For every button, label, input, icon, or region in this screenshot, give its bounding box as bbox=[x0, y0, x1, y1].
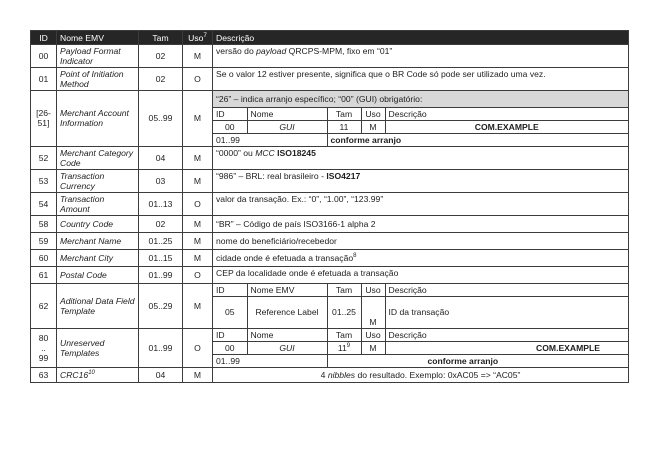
row-id: 54 bbox=[31, 192, 57, 215]
row-tam: 01..99 bbox=[139, 266, 183, 283]
row-uso: M bbox=[183, 91, 213, 147]
desc-part: QRCPS-MPM, fixo em “01” bbox=[286, 46, 393, 56]
row-tam: 01..13 bbox=[139, 192, 183, 215]
header-uso-label: Uso bbox=[188, 32, 204, 43]
footnote-mark: 8 bbox=[353, 252, 357, 259]
row-name: Point of Initiation Method bbox=[57, 68, 139, 91]
nested-header-uso: Uso bbox=[361, 284, 385, 297]
nested-id: 00 bbox=[213, 120, 247, 133]
row-tam: 05..99 bbox=[139, 91, 183, 147]
table-row bbox=[31, 266, 629, 283]
row-id: 58 bbox=[31, 215, 57, 232]
nested-row bbox=[213, 120, 628, 133]
nested-header-name: Nome bbox=[247, 329, 327, 342]
desc-italic: payload bbox=[256, 46, 287, 56]
nested-tam: 11 bbox=[327, 120, 361, 133]
desc-bold: ISO18245 bbox=[274, 147, 316, 158]
row-name: Merchant Account Information bbox=[57, 91, 139, 147]
table-row bbox=[31, 283, 629, 329]
row-desc bbox=[213, 249, 629, 266]
row-tam: 01..25 bbox=[139, 232, 183, 249]
row-tam: 04 bbox=[139, 146, 183, 169]
nested-header-row bbox=[213, 107, 628, 120]
row-tam: 01..15 bbox=[139, 249, 183, 266]
row-uso: O bbox=[183, 68, 213, 91]
table-row bbox=[31, 329, 629, 368]
emv-table-container bbox=[30, 30, 628, 383]
row-id-start: 80 bbox=[38, 333, 49, 343]
nested-desc: COM.EXAMPLE bbox=[385, 342, 628, 355]
desc-bold: ISO4217 bbox=[326, 170, 361, 181]
row-name: Merchant Name bbox=[57, 232, 139, 249]
nested-header-name: Nome EMV bbox=[247, 284, 327, 297]
row-uso: M bbox=[183, 215, 213, 232]
nested-header-row bbox=[213, 329, 628, 342]
row-id: 59 bbox=[31, 232, 57, 249]
footnote-mark: 9 bbox=[346, 343, 351, 350]
header-id: ID bbox=[31, 31, 57, 45]
nested-range-desc: conforme arranjo bbox=[327, 133, 628, 146]
header-tam: Tam bbox=[139, 31, 183, 45]
nested-table bbox=[213, 329, 628, 367]
desc-italic: nibbles bbox=[327, 370, 356, 380]
nested-header-row bbox=[213, 284, 628, 297]
row-desc bbox=[213, 45, 629, 68]
desc-part: versão do bbox=[216, 46, 257, 56]
nested-header-tam: Tam bbox=[327, 284, 361, 297]
desc-part: do resultado. Exemplo: 0xAC05 => “AC05” bbox=[355, 370, 521, 380]
row-desc bbox=[213, 368, 629, 383]
row-tam: 02 bbox=[139, 45, 183, 68]
nested-desc: ID da transação bbox=[385, 296, 628, 328]
row-tam: 02 bbox=[139, 68, 183, 91]
row-id: 52 bbox=[31, 146, 57, 169]
table-header-row bbox=[31, 31, 629, 45]
row-uso: O bbox=[183, 192, 213, 215]
table-row bbox=[31, 249, 629, 266]
row-name: Transaction Amount bbox=[57, 192, 139, 215]
nested-header-tam: Tam bbox=[327, 329, 361, 342]
nested-header-desc: Descrição bbox=[385, 284, 628, 297]
row-id bbox=[31, 329, 57, 368]
nested-uso: M bbox=[361, 296, 385, 328]
desc-part: 4 bbox=[320, 370, 328, 380]
row-tam: 04 bbox=[139, 368, 183, 383]
row-desc: valor da transação. Ex.: “0”, “1.00”, “123.99” bbox=[213, 192, 629, 215]
row-desc-nested bbox=[213, 283, 629, 329]
desc-part: “0000” ou bbox=[216, 147, 256, 158]
nested-range-id: 01..99 bbox=[213, 133, 327, 146]
desc-italic: MCC bbox=[255, 147, 275, 158]
nested-row bbox=[213, 342, 628, 355]
table-row bbox=[31, 368, 629, 383]
row-desc-nested bbox=[213, 91, 629, 147]
row-id-end: 99 bbox=[38, 353, 49, 363]
nested-header-name: Nome bbox=[247, 107, 327, 120]
nested-header-id: ID bbox=[213, 107, 247, 120]
header-desc: Descrição bbox=[213, 31, 629, 45]
row-uso: M bbox=[183, 283, 213, 329]
row-name-text: CRC16 bbox=[60, 370, 89, 380]
row-desc bbox=[213, 146, 629, 169]
nested-header-id: ID bbox=[213, 329, 247, 342]
header-name: Nome EMV bbox=[57, 31, 139, 45]
nested-header-uso: Uso bbox=[361, 107, 385, 120]
table-row bbox=[31, 146, 629, 169]
footnote-mark: 10 bbox=[88, 370, 95, 377]
table-row bbox=[31, 215, 629, 232]
row-uso: M bbox=[183, 249, 213, 266]
nested-name: GUI bbox=[247, 120, 327, 133]
row-name: Merchant City bbox=[57, 249, 139, 266]
table-row bbox=[31, 232, 629, 249]
row-uso: M bbox=[183, 368, 213, 383]
row-uso: M bbox=[183, 146, 213, 169]
table-row bbox=[31, 169, 629, 192]
row-id: 63 bbox=[31, 368, 57, 383]
row-id: 62 bbox=[31, 283, 57, 329]
row-desc-nested bbox=[213, 329, 629, 368]
row-desc bbox=[213, 169, 629, 192]
nested-range-row bbox=[213, 133, 628, 146]
row-id: [26-51] bbox=[31, 91, 57, 147]
nested-uso: M bbox=[361, 120, 385, 133]
table-row bbox=[31, 45, 629, 68]
row-id-sep: .. bbox=[41, 343, 46, 353]
row-tam: 02 bbox=[139, 215, 183, 232]
nested-range-id: 01..99 bbox=[213, 355, 327, 368]
row-name: Postal Code bbox=[57, 266, 139, 283]
nested-tam: 01..25 bbox=[327, 296, 361, 328]
row-tam: 01..99 bbox=[139, 329, 183, 368]
header-uso bbox=[183, 31, 213, 45]
row-tam: 05..29 bbox=[139, 283, 183, 329]
row-uso: O bbox=[183, 329, 213, 368]
nested-desc: COM.EXAMPLE bbox=[385, 120, 628, 133]
nested-id: 05 bbox=[213, 296, 247, 328]
row-uso: M bbox=[183, 45, 213, 68]
row-name: Payload Format Indicator bbox=[57, 45, 139, 68]
row-desc: “BR” – Código de país ISO3166-1 alpha 2 bbox=[213, 215, 629, 232]
nested-header-uso: Uso bbox=[361, 329, 385, 342]
nested-header-desc: Descrição bbox=[385, 329, 628, 342]
nested-caption: “26” – indica arranjo específico; “00” (GUI) obrigatório: bbox=[213, 91, 628, 107]
footnote-mark: 7 bbox=[203, 32, 207, 39]
desc-part: “986” – BRL: real brasileiro - bbox=[216, 170, 327, 181]
nested-caption-row bbox=[213, 91, 628, 107]
row-name: Transaction Currency bbox=[57, 169, 139, 192]
nested-name: GUI bbox=[247, 342, 327, 355]
nested-table bbox=[213, 284, 628, 329]
nested-range-desc: conforme arranjo bbox=[327, 355, 628, 368]
nested-id: 00 bbox=[213, 342, 247, 355]
row-name: Country Code bbox=[57, 215, 139, 232]
row-id: 61 bbox=[31, 266, 57, 283]
nested-range-row bbox=[213, 355, 628, 368]
row-tam: 03 bbox=[139, 169, 183, 192]
nested-header-tam: Tam bbox=[327, 107, 361, 120]
nested-row bbox=[213, 296, 628, 328]
row-name: Aditional Data Field Template bbox=[57, 283, 139, 329]
row-uso: O bbox=[183, 266, 213, 283]
row-name: Unreserved Templates bbox=[57, 329, 139, 368]
nested-uso: M bbox=[361, 342, 385, 355]
row-uso: M bbox=[183, 232, 213, 249]
emv-fields-table bbox=[30, 30, 629, 383]
row-id: 60 bbox=[31, 249, 57, 266]
row-name bbox=[57, 368, 139, 383]
nested-tam-value: 11 bbox=[337, 343, 347, 353]
nested-tam bbox=[327, 342, 361, 355]
table-row bbox=[31, 68, 629, 91]
row-id: 01 bbox=[31, 68, 57, 91]
desc-part: cidade onde é efetuada a transação bbox=[216, 252, 354, 263]
row-uso: M bbox=[183, 169, 213, 192]
nested-table bbox=[213, 91, 628, 146]
row-desc: CEP da localidade onde é efetuada a transação bbox=[213, 266, 629, 283]
row-id: 53 bbox=[31, 169, 57, 192]
row-desc: nome do beneficiário/recebedor bbox=[213, 232, 629, 249]
row-id: 00 bbox=[31, 45, 57, 68]
table-row bbox=[31, 91, 629, 147]
nested-name: Reference Label bbox=[247, 296, 327, 328]
row-desc: Se o valor 12 estiver presente, significa que o BR Code só pode ser utilizado uma vez. bbox=[213, 68, 629, 91]
nested-header-desc: Descrição bbox=[385, 107, 628, 120]
table-row bbox=[31, 192, 629, 215]
nested-header-id: ID bbox=[213, 284, 247, 297]
row-name: Merchant Category Code bbox=[57, 146, 139, 169]
